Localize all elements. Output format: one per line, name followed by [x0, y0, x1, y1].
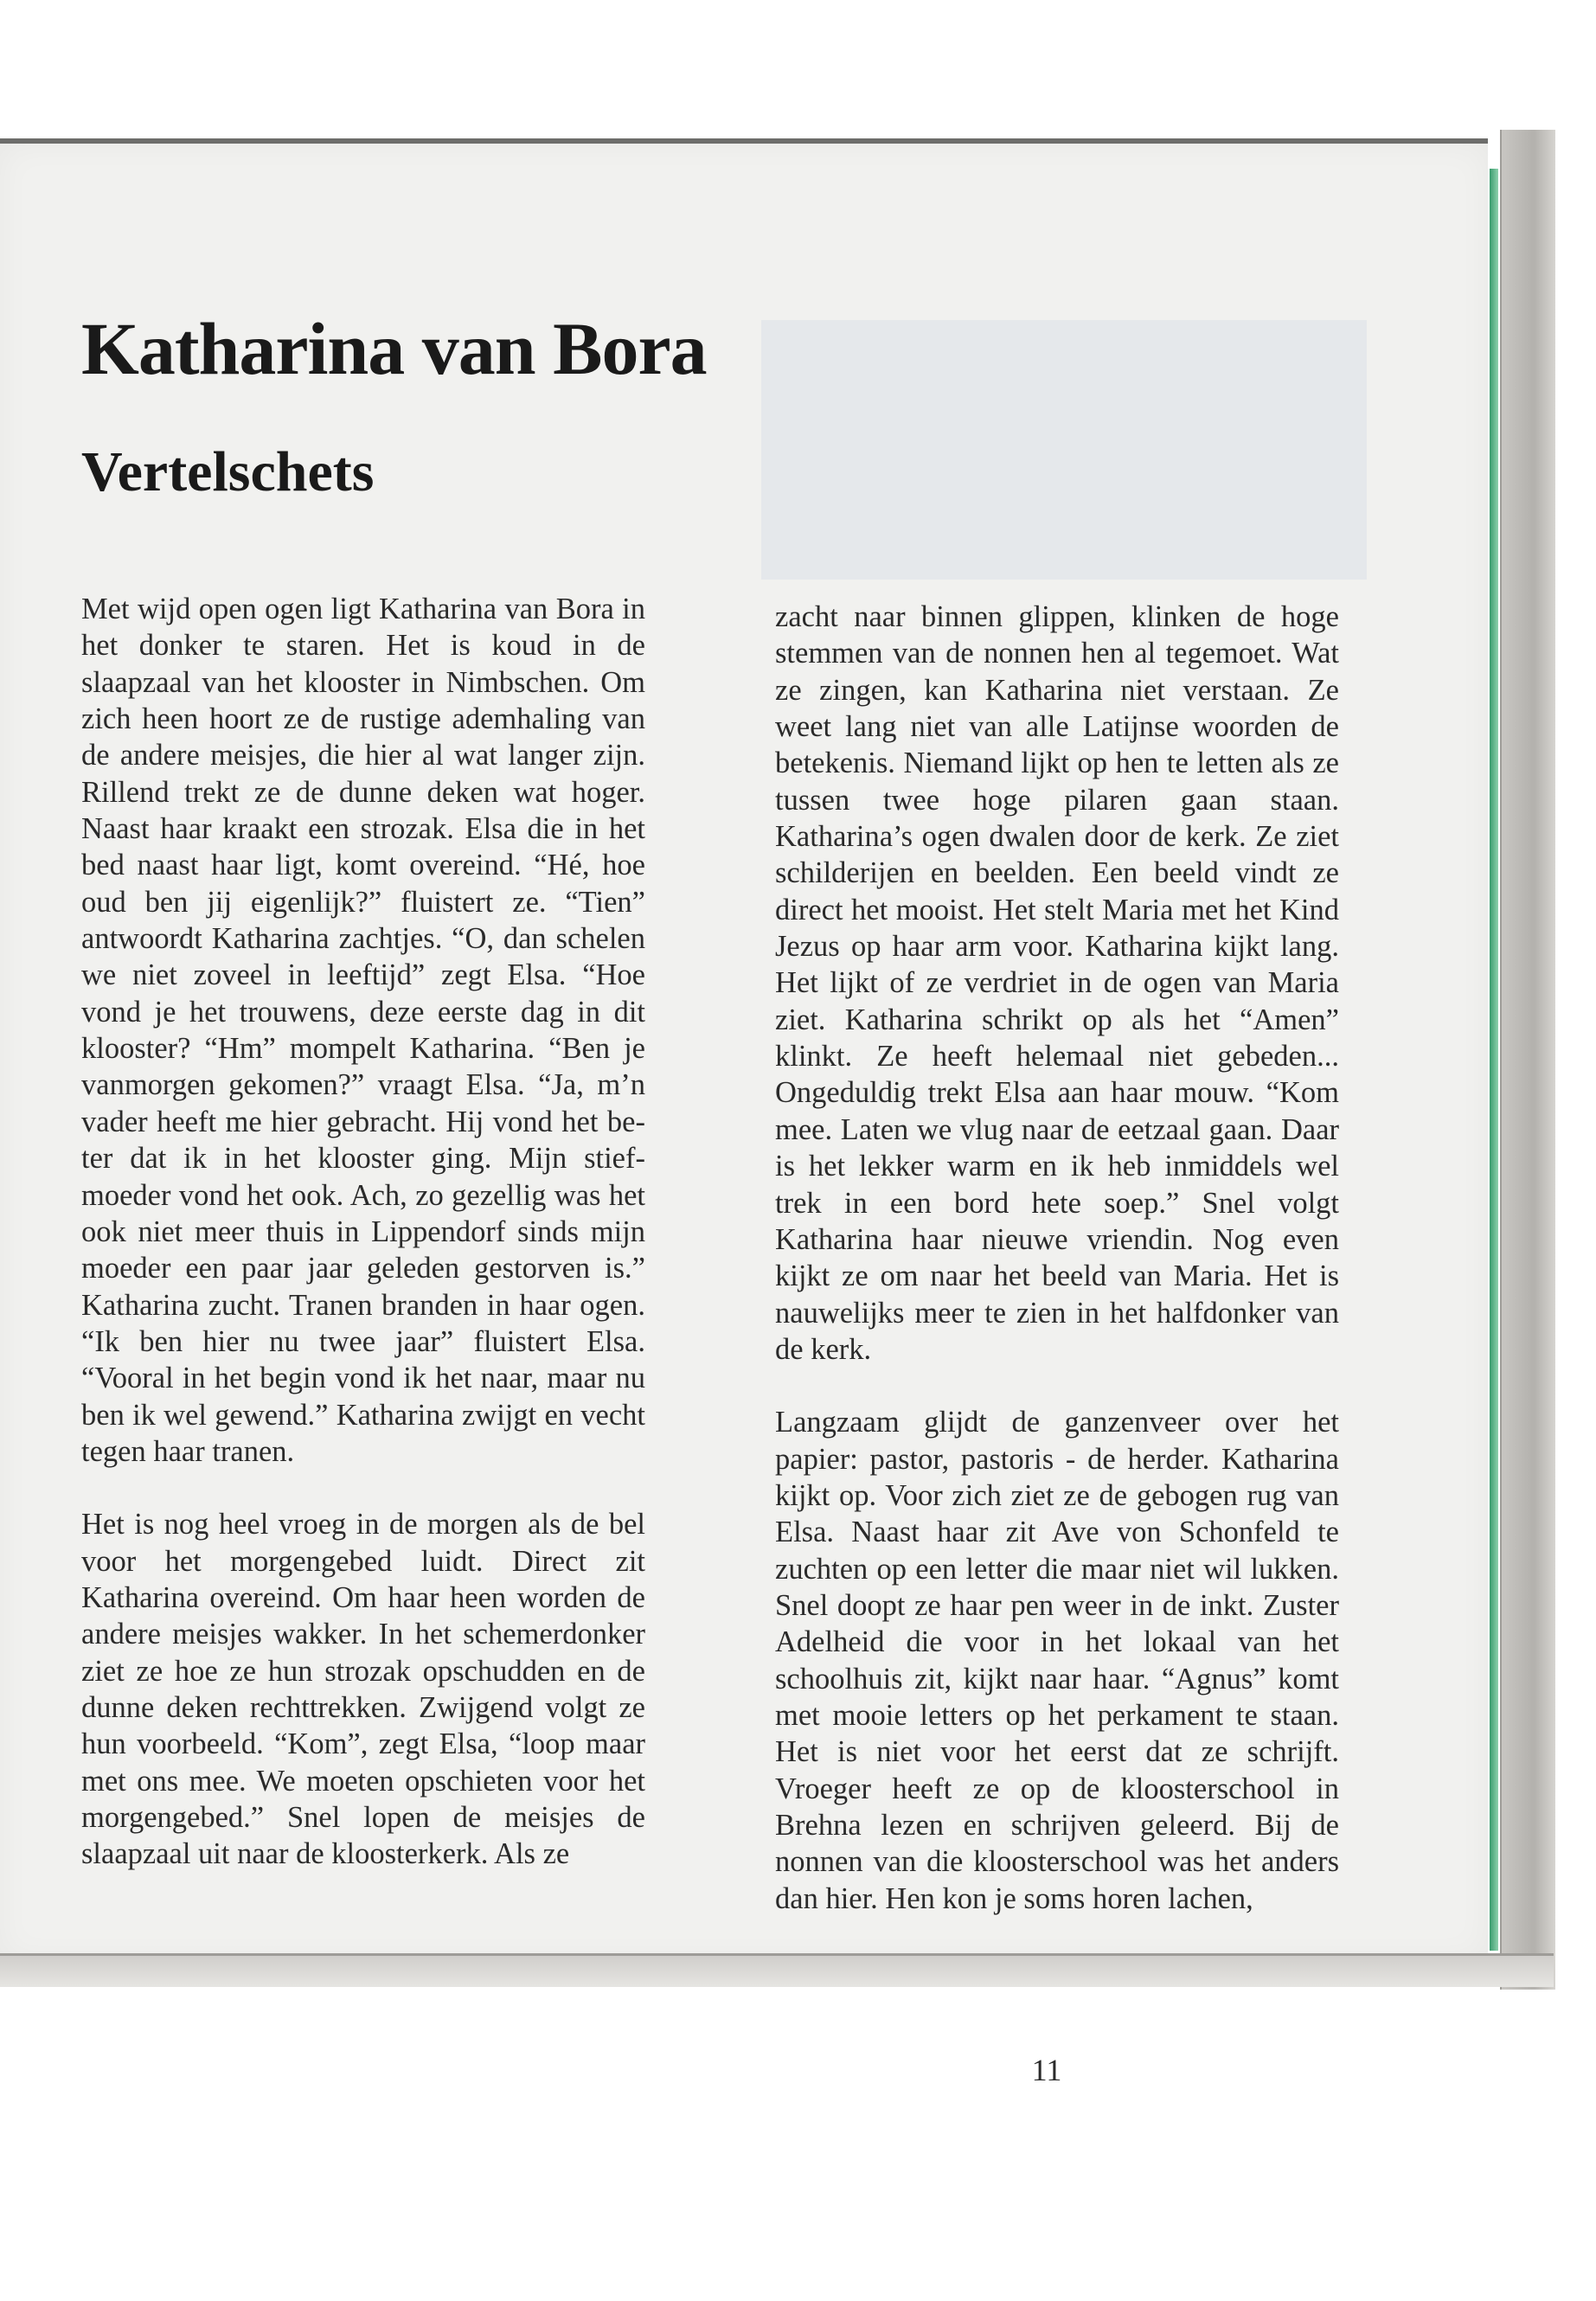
article-subtitle: Vertelschets	[81, 440, 375, 503]
book-cover-edge	[1500, 130, 1555, 1990]
right-text-column	[775, 599, 1339, 1917]
page-number: 11	[1031, 2053, 1062, 2087]
book-cover-bottom-edge	[0, 1953, 1554, 1987]
paragraph: Het is nog heel vroeg in de morgen als de bel voor het morgengebed luidt. Direct zit Katharina overeind. Om haar heen worden de andere meisjes wakker. In het schemerdonker ziet ze hoe ze hun strozak opschudden en de dunne deken rechttrekken. Zwijgend volgt ze hun voorbeeld. “Kom”, zegt Elsa, “loop maar met ons mee. We moeten opschieten voor het morgengebed.” Snel lopen de meisjes de slaapzaal uit naar de kloosterkerk. Als ze	[81, 1508, 645, 1871]
show-through-shadow	[761, 320, 1367, 580]
page-edge-stripe	[1490, 169, 1498, 1951]
left-text-column	[81, 591, 645, 1873]
paragraph: Langzaam glijdt de ganzenveer over het papier: pastor, pastoris - de herder. Katharina kijkt op. Voor zich ziet ze de gebogen rug van Elsa. Naast haar zit Ave von Schonfeld te zuchten op een letter die maar niet wil lukken. Snel doopt ze haar pen weer in de inkt. Zuster Adelheid die voor in het lokaal van het schoolhuis zit, kijkt naar haar. “Agnus” komt met mooie letters op het perkament te staan. Het is niet voor het eerst dat ze schrijft. Vroeger heeft ze op de kloosterschool in Brehna lezen en schrijven geleerd. Bij de nonnen van die kloosterschool was het anders dan hier. Hen kon je soms horen lachen,	[775, 1406, 1339, 1915]
article-title: Katharina van Bora	[81, 307, 707, 390]
paragraph: Met wijd open ogen ligt Katharina van Bora in het donker te staren. Het is koud in de slaapzaal van het klooster in Nimbschen. Om zich heen hoort ze de rustige ademhaling van de andere meisjes, die hier al wat langer zijn. Rillend trekt ze de dunne deken wat hoger. Naast haar kraakt een strozak. Elsa die in het bed naast haar ligt, komt overeind. “Hé, hoe oud ben jij eigenlijk?” fluistert ze. “Tien” antwoordt Katharina zachtjes. “O, dan schelen we niet zoveel in leeftijd” zegt Elsa. “Hoe vond je het trouwens, deze eerste dag in dit klooster? “Hm” mompelt Katharina. “Ben je vanmorgen gekomen?” vraagt Elsa. “Ja, m’n vader heeft me hier gebracht. Hij vond het beter dat ik in het klooster ging. Mijn stiefmoeder vond het ook. Ach, zo gezellig was het ook niet meer thuis in Lippendorf sinds mijn moeder een paar jaar geleden gestorven is.” Katharina zucht. Tranen branden in haar ogen. “Ik ben hier nu twee jaar” fluistert Elsa. “Vooral in het begin vond ik het naar, maar nu ben ik wel gewend.” Katharina zwijgt en vecht tegen haar tranen.	[81, 593, 645, 1468]
paragraph: zacht naar binnen glippen, klinken de hoge stemmen van de nonnen hen al tegemoet. Wat ze zingen, kan Katharina niet verstaan. Ze weet lang niet van alle Latijnse woorden de betekenis. Niemand lijkt op hen te letten als ze tussen twee hoge pilaren gaan staan. Katharina’s ogen dwalen door de kerk. Ze ziet schilderijen en beelden. Een beeld vindt ze direct het mooist. Het stelt Maria met het Kind Jezus op haar arm voor. Katharina kijkt lang. Het lijkt of ze verdriet in de ogen van Maria ziet. Katharina schrikt op als het “Amen” klinkt. Ze heeft helemaal niet gebeden... Ongeduldig trekt Elsa aan haar mouw. “Kom mee. Laten we vlug naar de eetzaal gaan. Daar is het lekker warm en ik heb inmiddels wel trek in een bord hete soep.” Snel volgt Katharina haar nieuwe vriendin. Nog even kijkt ze om naar het beeld van Maria. Het is nauwelijks meer te zien in het halfdonker van de kerk.	[775, 600, 1339, 1366]
